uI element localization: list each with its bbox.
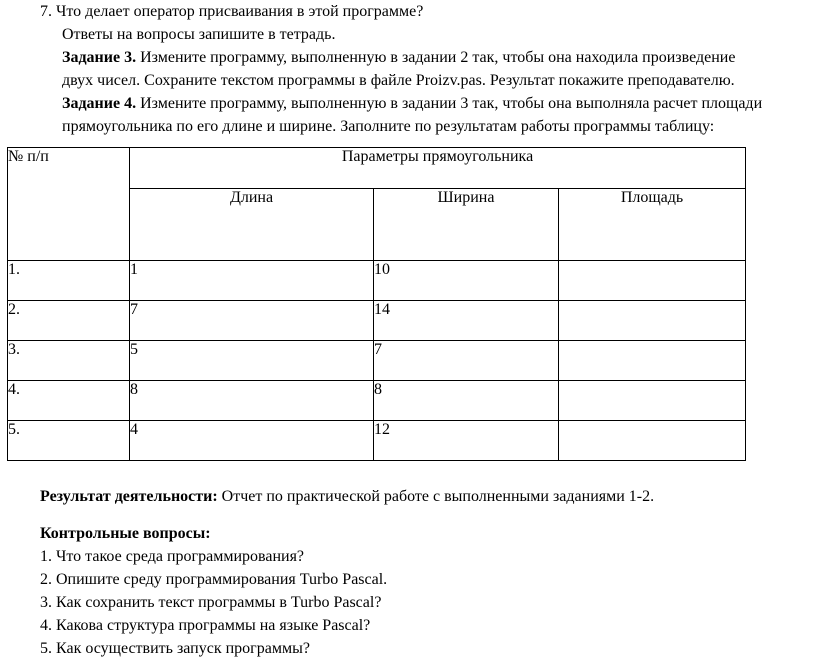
length-cell: 1 <box>130 261 374 301</box>
length-cell: 7 <box>130 301 374 341</box>
length-header: Длина <box>130 189 374 261</box>
task3-line-1 <box>62 48 735 68</box>
area-cell <box>559 341 746 381</box>
control-heading-text: Контрольные вопросы: <box>40 525 211 542</box>
length-cell: 8 <box>130 381 374 421</box>
width-cell: 10 <box>374 261 559 301</box>
task3-text: Измените программу, выполненную в задании 2 так, чтобы она находила произведение <box>136 49 736 66</box>
table-row <box>8 341 746 381</box>
table-row <box>8 261 746 301</box>
result-label: Результат деятельности: <box>40 488 218 505</box>
table-row <box>8 301 746 341</box>
row-number: 1. <box>8 261 130 301</box>
area-cell <box>559 301 746 341</box>
control-question: 3. Как сохранить текст программы в Turbo Pascal? <box>40 594 382 611</box>
result-text: Отчет по практической работе с выполненными заданиями 1-2. <box>217 488 655 505</box>
row-number: 5. <box>8 421 130 461</box>
table-row <box>8 381 746 421</box>
params-group-header: Параметры прямоугольника <box>130 148 746 189</box>
task4-label: Задание 4. <box>62 95 137 112</box>
length-cell: 4 <box>130 421 374 461</box>
question-7: 7. Что делает оператор присваивания в этой программе? <box>40 3 424 20</box>
table-header-row <box>8 148 746 189</box>
answers-note: Ответы на вопросы запишите в тетрадь. <box>62 26 336 43</box>
row-number: 3. <box>8 341 130 381</box>
control-question: 5. Как осуществить запуск программы? <box>40 640 310 657</box>
width-cell: 7 <box>374 341 559 381</box>
control-heading <box>40 524 211 544</box>
area-header: Площадь <box>559 189 746 261</box>
area-cell <box>559 421 746 461</box>
control-question: 1. Что такое среда программирования? <box>40 548 305 565</box>
num-column-header: № п/п <box>8 148 130 261</box>
width-cell: 14 <box>374 301 559 341</box>
control-question: 4. Какова структура программы на языке Pascal? <box>40 617 371 634</box>
length-cell: 5 <box>130 341 374 381</box>
control-question: 2. Опишите среду программирования Turbo Pascal. <box>40 571 388 588</box>
width-cell: 8 <box>374 381 559 421</box>
row-number: 4. <box>8 381 130 421</box>
result-line <box>40 487 654 507</box>
table-row <box>8 421 746 461</box>
width-header: Ширина <box>374 189 559 261</box>
task3-label: Задание 3. <box>62 49 137 66</box>
width-cell: 12 <box>374 421 559 461</box>
task4-text: Измените программу, выполненную в задании 3 так, чтобы она выполняла расчет площади <box>136 95 763 112</box>
task4-line-1 <box>62 94 762 114</box>
task4-line-2: прямоугольника по его длине и ширине. Заполните по результатам работы программы таблицу: <box>62 118 715 135</box>
task3-line-2: двух чисел. Сохраните текстом программы в файле Proizv.pas. Результат покажите преподавателю. <box>62 72 735 89</box>
rectangle-params-table <box>7 147 746 461</box>
row-number: 2. <box>8 301 130 341</box>
area-cell <box>559 261 746 301</box>
area-cell <box>559 381 746 421</box>
